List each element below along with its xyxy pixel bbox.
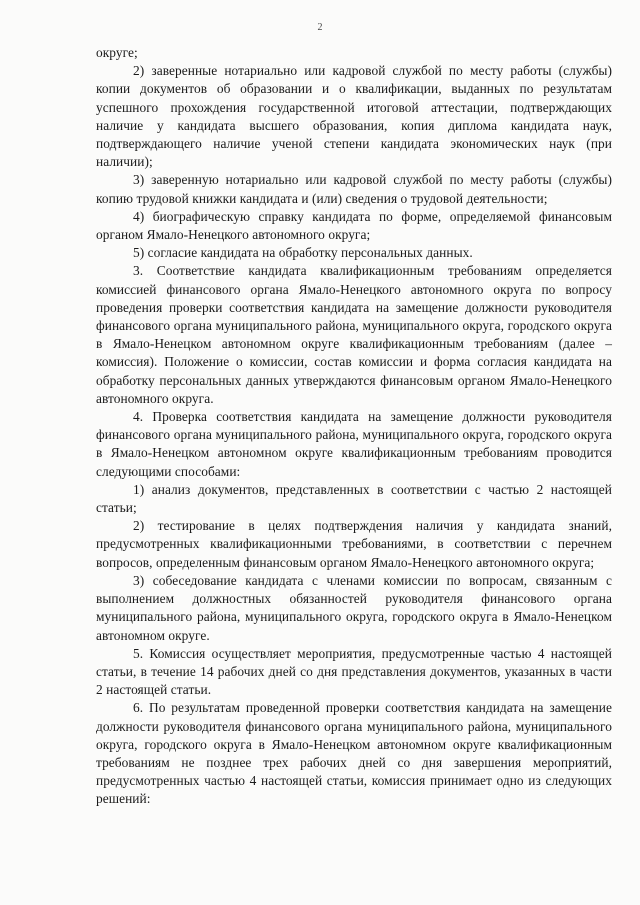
paragraph-part-4: 4. Проверка соответствия кандидата на замещение должности руководителя финансового органа муниципального района, муниципального округа, городского округа в Ямало-Ненецком автономном округе квалификационным требованиям проводится следующими способами: xyxy=(96,409,612,479)
paragraph-part-6: 6. По результатам проведенной проверки соответствия кандидата на замещение должности руководителя финансового органа муниципального района, муниципального округа, городского округа в Ямало-Ненецком автономном округе квалификационным требованиям не позднее трех рабочих дней со дня завершения мероприятий, предусмотренных частью 4 настоящей статьи, комиссия принимает одно из следующих решений: xyxy=(96,700,612,807)
paragraph-item-4: 4) биографическую справку кандидата по форме, определяемой финансовым органом Ямало-Ненецкого автономного округа; xyxy=(96,208,612,243)
page-number: 2 xyxy=(317,22,323,33)
document-body xyxy=(96,44,612,809)
paragraph-item-2: 2) заверенные нотариально или кадровой службой по месту работы (службы) копии документов об образовании и о квалификации, выданных по результатам успешного прохождения государственной итоговой аттестации, подтверждающих наличие у кандидата высшего образования, копия диплома кандидата наук, подтверждающего наличие ученой степени кандидата экономических наук (при наличии); xyxy=(96,63,612,170)
paragraph-part-4-item-3: 3) собеседование кандидата с членами комиссии по вопросам, связанным с выполнением должностных обязанностей руководителя финансового органа муниципального района, муниципального округа, городского округа в Ямало-Ненецком автономном округе. xyxy=(96,572,612,643)
paragraph-continuation: округе; xyxy=(96,45,138,60)
paragraph-item-3: 3) заверенную нотариально или кадровой службой по месту работы (службы) копию трудовой книжки кандидата и (или) сведения о трудовой деятельности; xyxy=(96,172,612,206)
paragraph-part-4-item-2: 2) тестирование в целях подтверждения наличия у кандидата знаний, предусмотренных квалификационными требованиями, в соответствии с перечнем вопросов, определенным финансовым органом Ямало-Ненецкого автономного округа; xyxy=(96,518,612,570)
paragraph-part-4-item-1: 1) анализ документов, представленных в соответствии с частью 2 настоящей статьи; xyxy=(96,481,612,516)
paragraph-part-5: 5. Комиссия осуществляет мероприятия, предусмотренные частью 4 настоящей статьи, в течение 14 рабочих дней со дня представления документов, указанных в части 2 настоящей статьи. xyxy=(96,645,612,698)
paragraph-part-3: 3. Соответствие кандидата квалификационным требованиям определяется комиссией финансового органа Ямало-Ненецкого автономного округа по вопросу проведения проверки соответствия кандидата на замещение должности руководителя финансового органа муниципального района, муниципального округа, городского округа в Ямало-Ненецком автономном округе квалификационным требованиям (далее – комиссия). Положение о комиссии, состав комиссии и форма согласия кандидата на обработку персональных данных утверждаются финансовым органом Ямало-Ненецкого автономного округа. xyxy=(96,263,612,406)
paragraph-item-5: 5) согласие кандидата на обработку персональных данных. xyxy=(133,245,473,261)
